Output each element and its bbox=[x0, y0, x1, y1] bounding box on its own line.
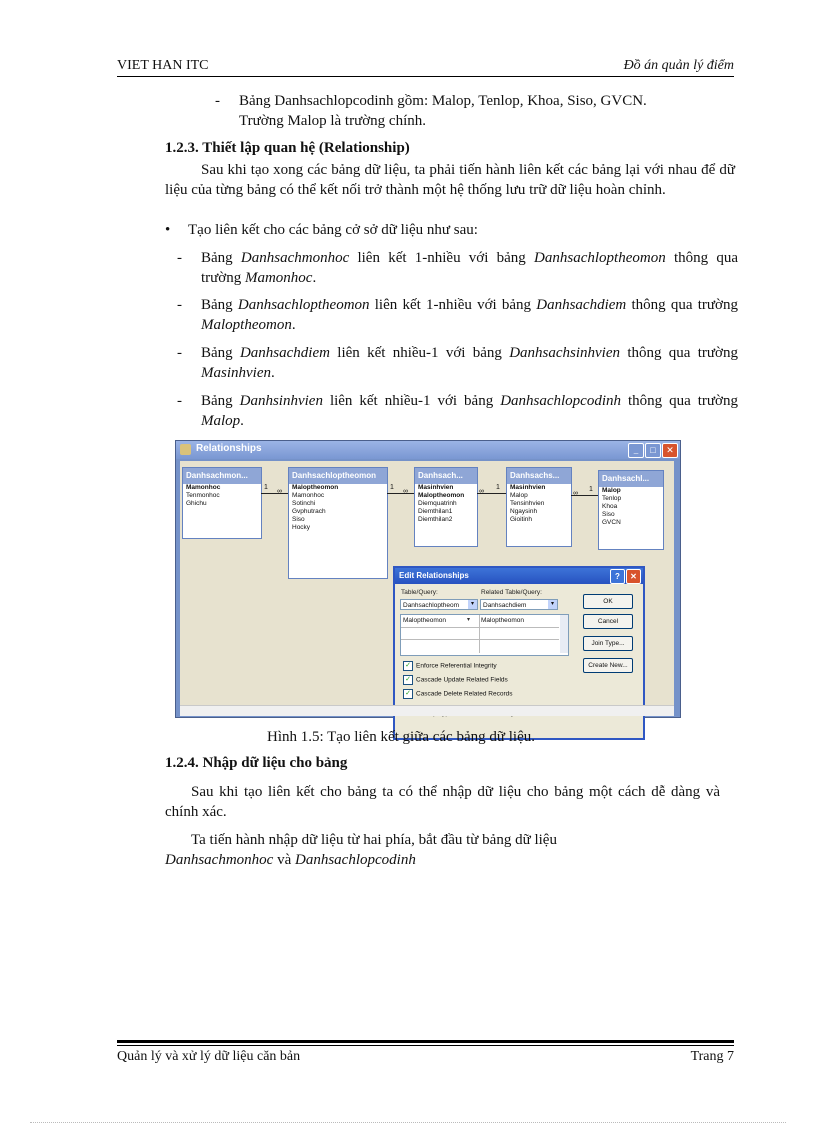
table-field: Diemthilan2 bbox=[418, 516, 453, 523]
table-box[interactable] bbox=[414, 467, 478, 547]
rel-one-icon: 1 bbox=[589, 486, 593, 493]
table-field: Tenmonhoc bbox=[186, 492, 220, 499]
rel-many-icon: ∞ bbox=[479, 488, 484, 495]
table-title: Danhsachmon... bbox=[183, 468, 261, 484]
rel-item: Bảng Danhsachloptheomon liên kết 1-nhiều với bảng Danhsachdiem thông qua trường Maloptheomon. bbox=[201, 297, 738, 333]
table-field: Tensinhvien bbox=[510, 500, 545, 507]
page-number: Trang 7 bbox=[690, 1049, 734, 1064]
intro-dash: - bbox=[215, 93, 220, 109]
table-field: Gioitinh bbox=[510, 516, 533, 523]
rel-dash: - bbox=[177, 250, 182, 266]
horizontal-scrollbar[interactable] bbox=[180, 705, 674, 716]
field-left[interactable]: Maloptheomon bbox=[403, 617, 446, 624]
table-field: Maloptheomon bbox=[418, 492, 465, 499]
table-field: Masinhvien bbox=[418, 484, 454, 491]
table-field: Sotinchi bbox=[292, 500, 316, 507]
paragraph-3: Ta tiến hành nhập dữ liệu từ hai phía, bắt đầu từ bảng dữ liệu bbox=[191, 832, 557, 848]
rel-dash: - bbox=[177, 393, 182, 409]
rel-many-icon: ∞ bbox=[573, 490, 578, 497]
chevron-down-icon[interactable]: ▾ bbox=[467, 617, 471, 623]
table-query-label: Table/Query: bbox=[401, 589, 438, 596]
window-title: Relationships bbox=[196, 443, 262, 454]
footer-left: Quản lý và xử lý dữ liệu căn bản bbox=[117, 1049, 301, 1064]
footer-rule bbox=[117, 1040, 734, 1043]
table-field: Diemquatrinh bbox=[418, 500, 457, 507]
create-new-button[interactable]: Create New... bbox=[583, 658, 633, 673]
rel-item: Bảng Danhsinhvien liên kết nhiều-1 với bảng Danhsachlopcodinh thông qua trường Malop. bbox=[201, 393, 738, 429]
paragraph-2: Sau khi tạo liên kết cho bảng ta có thể nhập dữ liệu cho bảng một cách dễ dàng và chính xác. bbox=[165, 784, 720, 820]
table-field: Hocky bbox=[292, 524, 311, 531]
cascade-delete-checkbox[interactable]: ✓ Cascade Delete Related Records bbox=[403, 689, 512, 699]
rel-many-icon: ∞ bbox=[277, 488, 282, 495]
close-icon[interactable]: ✕ bbox=[662, 443, 678, 458]
table-field: Mamonhoc bbox=[186, 484, 221, 491]
table-field: Ghichu bbox=[186, 500, 207, 507]
table-title: Danhsach... bbox=[415, 468, 477, 484]
table-box[interactable] bbox=[598, 470, 664, 550]
related-table-select[interactable]: Danhsachdiem ▾ bbox=[480, 599, 558, 610]
cancel-button[interactable]: Cancel bbox=[583, 614, 633, 629]
table-field: Ngaysinh bbox=[510, 508, 538, 515]
paragraph-1: Sau khi tạo xong các bảng dữ liệu, ta phải tiến hành liên kết các bảng lại với nhau để dữ liệu của từng bảng có thể kết nối trở thành một hệ thống lưu trữ dữ liệu hoàn chỉnh. bbox=[165, 162, 735, 198]
table-field: Mamonhoc bbox=[292, 492, 325, 499]
access-icon bbox=[180, 444, 191, 455]
maximize-icon[interactable]: □ bbox=[645, 443, 661, 458]
footer-rule-thin bbox=[117, 1045, 734, 1046]
field-grid[interactable] bbox=[400, 614, 569, 656]
section-heading-124: 1.2.4. Nhập dữ liệu cho bảng bbox=[165, 755, 348, 771]
table-field: Siso bbox=[292, 516, 305, 523]
help-icon[interactable]: ? bbox=[610, 569, 625, 584]
figure-caption: Hình 1.5: Tạo liên kết giữa các bảng dữ liệu. bbox=[267, 729, 535, 745]
table-field: Masinhvien bbox=[510, 484, 546, 491]
header-right: Đồ án quản lý điểm bbox=[623, 58, 734, 73]
rel-one-icon: 1 bbox=[496, 484, 500, 491]
page-header bbox=[117, 58, 734, 74]
table-field: Maloptheomon bbox=[292, 484, 339, 491]
chevron-down-icon: ▾ bbox=[548, 600, 557, 609]
header-left: VIET HAN ITC bbox=[117, 58, 209, 73]
table-box[interactable] bbox=[506, 467, 572, 547]
enforce-integrity-checkbox[interactable]: ✓ Enforce Referential Integrity bbox=[403, 661, 497, 671]
relationships-canvas bbox=[180, 461, 674, 705]
table-field: Malop bbox=[510, 492, 528, 499]
table-field: Siso bbox=[602, 511, 615, 518]
table-title: Danhsachs... bbox=[507, 468, 571, 484]
minimize-icon[interactable]: _ bbox=[628, 443, 644, 458]
rel-many-icon: ∞ bbox=[403, 488, 408, 495]
table-title: Danhsachloptheomon bbox=[289, 468, 387, 484]
bullet-dot: • bbox=[165, 222, 171, 238]
table-field: Khoa bbox=[602, 503, 618, 510]
field-right[interactable]: Maloptheomon bbox=[481, 617, 524, 624]
table-field: Tenlop bbox=[602, 495, 622, 502]
table-field: GVCN bbox=[602, 519, 621, 526]
rel-one-icon: 1 bbox=[390, 484, 394, 491]
bullet-text: Tạo liên kết cho các bảng cở sở dữ liệu như sau: bbox=[188, 222, 478, 238]
related-table-label: Related Table/Query: bbox=[481, 589, 542, 596]
table-box[interactable] bbox=[288, 467, 388, 579]
grid-scrollbar[interactable] bbox=[560, 615, 568, 653]
relationship-line[interactable] bbox=[261, 493, 288, 494]
table-field: Diemthilan1 bbox=[418, 508, 453, 515]
table-query-select[interactable]: Danhsachloptheom ▾ bbox=[400, 599, 478, 610]
relationships-screenshot bbox=[175, 440, 681, 718]
ok-button[interactable]: OK bbox=[583, 594, 633, 609]
rel-one-icon: 1 bbox=[264, 484, 268, 491]
relationship-line[interactable] bbox=[387, 493, 414, 494]
intro-line1: Bảng Danhsachlopcodinh gồm: Malop, Tenlop, Khoa, Siso, GVCN. bbox=[239, 93, 647, 109]
chevron-down-icon: ▾ bbox=[468, 600, 477, 609]
rel-dash: - bbox=[177, 297, 182, 313]
rel-dash: - bbox=[177, 345, 182, 361]
join-type-button[interactable]: Join Type... bbox=[583, 636, 633, 651]
close-icon[interactable]: ✕ bbox=[626, 569, 641, 584]
section-heading-123: 1.2.3. Thiết lập quan hệ (Relationship) bbox=[165, 140, 410, 156]
page-footer bbox=[117, 1049, 734, 1065]
rel-item: Bảng Danhsachdiem liên kết nhiều-1 với bảng Danhsachsinhvien thông qua trường Masinhvien. bbox=[201, 345, 738, 381]
dialog-title: Edit Relationships bbox=[399, 571, 469, 580]
header-rule bbox=[117, 76, 734, 77]
table-box[interactable] bbox=[182, 467, 262, 539]
table-title: Danhsachl... bbox=[599, 471, 663, 487]
window-titlebar bbox=[176, 441, 680, 459]
cascade-update-checkbox[interactable]: ✓ Cascade Update Related Fields bbox=[403, 675, 508, 685]
dialog-titlebar bbox=[395, 568, 643, 584]
paragraph-3-line2: Danhsachmonhoc và Danhsachlopcodinh bbox=[165, 852, 416, 868]
intro-line2: Trường Malop là trường chính. bbox=[239, 113, 426, 129]
table-field: Gvphutrach bbox=[292, 508, 326, 515]
rel-item: Bảng Danhsachmonhoc liên kết 1-nhiều với bảng Danhsachloptheomon thông qua trường Mamonhoc. bbox=[201, 250, 738, 286]
table-field: Malop bbox=[602, 487, 621, 494]
